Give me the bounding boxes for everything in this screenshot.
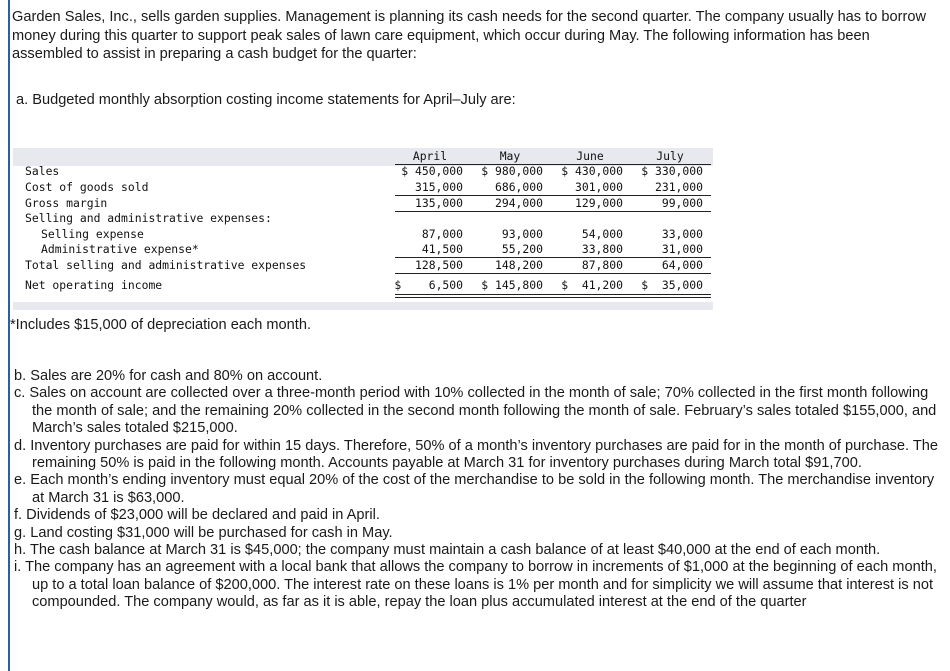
row-label: Net operating income (25, 278, 163, 292)
cell: 148,200 (494, 258, 543, 272)
table-row (13, 211, 713, 226)
cell: $ 330,000 (641, 164, 703, 178)
cell: 64,000 (661, 258, 703, 272)
part-a-heading: a. Budgeted monthly absorption costing income statements for April–July are: (8, 90, 938, 118)
income-statement-table (13, 148, 713, 310)
row-label: Selling and administrative expenses: (25, 211, 272, 225)
cell: $ 430,000 (561, 164, 623, 178)
footnote: *Includes $15,000 of depreciation each month. (10, 317, 312, 333)
cell: 315,000 (414, 180, 463, 194)
table-row (13, 258, 713, 273)
cell: 99,000 (661, 196, 703, 210)
cell: 301,000 (574, 180, 623, 194)
cell: 129,000 (574, 196, 623, 210)
cell: 31,000 (661, 242, 703, 256)
column-header: June (576, 149, 604, 163)
row-label: Selling expense (41, 227, 144, 241)
column-header: July (656, 149, 684, 163)
cell: 686,000 (494, 180, 543, 194)
cell: 128,500 (414, 258, 463, 272)
cell: $ 41,200 (561, 278, 623, 292)
table-row (13, 242, 713, 257)
table-row (13, 278, 713, 293)
row-label: Gross margin (25, 196, 108, 210)
cell: 87,000 (421, 227, 463, 241)
cell: 54,000 (581, 227, 623, 241)
document-page (8, 0, 950, 671)
cell: $ 145,800 (481, 278, 543, 292)
cell: 33,000 (661, 227, 703, 241)
subtotal-line (395, 273, 711, 274)
cell: 87,800 (581, 258, 623, 272)
table-row (13, 196, 713, 211)
row-label: Cost of goods sold (25, 180, 149, 194)
table-row (13, 180, 713, 195)
cell: 135,000 (414, 196, 463, 210)
list-item: e. Each month’s ending inventory must equal 20% of the cost of the merchandise to be sold in the following month. The merchandise inventory at March 31 is $63,000. (14, 472, 935, 506)
list-item: h. The cash balance at March 31 is $45,000; the company must maintain a cash balance of at least $40,000 at the end of each month. (14, 542, 881, 559)
table-footer-band (13, 302, 713, 310)
table-row (13, 164, 713, 179)
cell: 231,000 (654, 180, 703, 194)
row-label: Total selling and administrative expenses (25, 258, 307, 272)
column-header: April (412, 149, 448, 163)
cell: $ 980,000 (481, 164, 543, 178)
cell: $ 450,000 (401, 164, 463, 178)
cell: 294,000 (494, 196, 543, 210)
cell: 93,000 (501, 227, 543, 241)
row-label: Sales (25, 164, 60, 178)
cell: 41,500 (421, 242, 463, 256)
assumptions-list (8, 368, 950, 612)
table-row (13, 227, 713, 242)
row-label: Administrative expense* (41, 242, 199, 256)
intro-paragraph: Garden Sales, Inc., sells garden supplies. Management is planning its cash needs for the second quarter. The company usually has to borrow money during this quarter to support peak sales of lawn care equipment, which occur during May. The following information has been assembled to assist in preparing a cash budget for the quarter: (12, 9, 926, 63)
list-item: g. Land costing $31,000 will be purchased for cash in May. (14, 524, 393, 541)
cell: $ 6,500 (394, 278, 463, 292)
column-header: May (499, 149, 521, 163)
list-item: b. Sales are 20% for cash and 80% on account. (14, 368, 323, 384)
list-item: c. Sales on account are collected over a three-month period with 10% collected in the month of sale; 70% collected in the first month following the month of sale; and the remaining 20% collected in the second month following the month of sale. February’s sales totaled $155,000, and March’s sales totaled $215,000. (14, 385, 937, 437)
cell: $ 35,000 (641, 278, 703, 292)
header-row (13, 149, 713, 164)
cell: 33,800 (581, 242, 623, 256)
list-item: i. The company has an agreement with a local bank that allows the company to borrow in increments of $1,000 at the beginning of each month, up to a total loan balance of $200,000. The interest rate on these loans is 1% per month and for simplicity we will assume that interest is not compounded. The company would, as far as it is able, repay the loan plus accumulated interest at the end of the quarter (14, 559, 937, 611)
total-double-underline (395, 294, 711, 298)
list-item: f. Dividends of $23,000 will be declared and paid in April. (14, 507, 380, 524)
cell: 55,200 (501, 242, 543, 256)
list-item: d. Inventory purchases are paid for within 15 days. Therefore, 50% of a month’s inventory purchases are paid for in the month of purchase. The remaining 50% is paid in the following month. Accounts payable at March 31 for inventory purchases during March total $91,700. (14, 437, 938, 472)
